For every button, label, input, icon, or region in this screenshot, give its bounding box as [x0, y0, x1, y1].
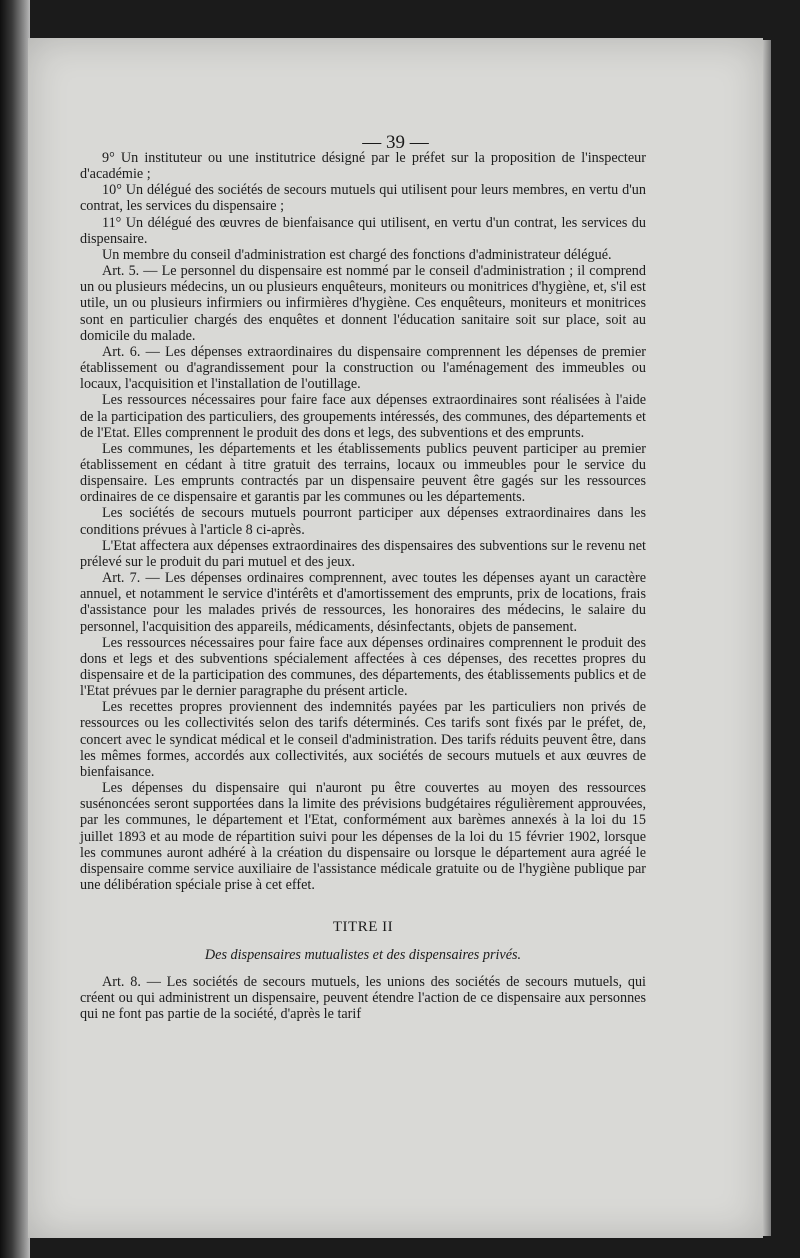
- paragraph-art-8: Art. 8. — Les sociétés de secours mutuels, les unions des sociétés de secours mutuels, qui créent ou qui administrent un dispensaire, peuvent étendre l'action de ce dispensaire aux personnes qui ne font pas partie de la société, d'après le tarif: [80, 973, 646, 1022]
- paragraph: Les communes, les départements et les établissements publics peuvent participer au premier établissement en cédant à titre gratuit des terrains, locaux ou immeubles pour le service du dispensaire. Les emprunts contractés par un dispensaire peuvent être gagés sur les ressources ordinaires de ce dispensaire et garantis par les communes ou les départements.: [80, 440, 646, 506]
- paragraph: Les sociétés de secours mutuels pourront participer aux dépenses extraordinaires dans les conditions prévues à l'article 8 ci-après.: [80, 505, 646, 538]
- paragraph: Les ressources nécessaires pour faire face aux dépenses ordinaires comprennent le produit des dons et legs et des subventions spécialement affectées à ces dépenses, des recettes propres du dispensaire et de la participation des communes, des départements, des établissements publics et de l'Etat prévues par le dernier paragraphe du présent article.: [80, 634, 646, 700]
- paragraph: 10° Un délégué des sociétés de secours mutuels qui utilisent pour leurs membres, en vertu d'un contrat, les services du dispensaire ;: [80, 182, 646, 215]
- paragraph: L'Etat affectera aux dépenses extraordinaires des dispensaires des subventions sur le revenu net prélevé sur le produit du pari mutuel et des jeux.: [80, 537, 646, 570]
- paragraph-art-5: Art. 5. — Le personnel du dispensaire est nommé par le conseil d'administration ; il comprend un ou plusieurs médecins, un ou plusieurs enquêteurs, moniteurs ou monitrices d'hygiène, et, s'il est utile, un ou plusieurs infirmiers ou infirmières d'hygiène. Ces enquêteurs, moniteurs et monitrices sont en particulier chargés des enquêtes et donnent l'éducation sanitaire soit sur place, soit au domicile du malade.: [80, 263, 646, 344]
- paragraph-art-7: Art. 7. — Les dépenses ordinaires comprennent, avec toutes les dépenses ayant un caractère annuel, et notamment le service d'intérêts et d'amortissement des emprunts, prix de locations, frais d'assistance pour les malades privés de ressources, les honoraires des médecins, le salaire du personnel, l'acquisition des appareils, médicaments, désinfectants, objets de pansement.: [80, 570, 646, 635]
- paragraph: Les recettes propres proviennent des indemnités payées par les particuliers non privés de ressources ou les collectivités selon des tarifs déterminés. Ces tarifs sont fixés par le préfet, de, concert avec le syndicat médical et le conseil d'administration. Des tarifs réduits peuvent être, dans les mêmes formes, accordés aux collectivités, aux sociétés de secours mutuels et aux œuvres de bienfaisance.: [80, 699, 646, 780]
- paragraph-art-6: Art. 6. — Les dépenses extraordinaires du dispensaire comprennent les dépenses de premier établissement ou d'agrandissement pour la construction ou l'aménagement des immeubles ou locaux, l'acquisition et l'installation de l'outillage.: [80, 343, 646, 393]
- paragraph: Un membre du conseil d'administration est chargé des fonctions d'administrateur délégué.: [102, 246, 612, 263]
- page-right-edge: [763, 40, 771, 1236]
- left-page-edge: [0, 0, 30, 1258]
- paragraph: Les ressources nécessaires pour faire face aux dépenses extraordinaires sont réalisées à l'aide de la participation des particuliers, des groupements intéressés, des communes, des départements et de l'Etat. Elles comprennent le produit des dons et legs, des subventions et des emprunts.: [80, 392, 646, 441]
- paragraph: 11° Un délégué des œuvres de bienfaisance qui utilisent, en vertu d'un contrat, les services du dispensaire.: [80, 214, 646, 247]
- paragraph: Les dépenses du dispensaire qui n'auront pu être couvertes au moyen des ressources susénoncées seront supportées dans la limite des prévisions budgétaires régulièrement approuvées, par les communes, le département et l'Etat, conformément aux barèmes annexés à la loi du 15 juillet 1893 et au mode de répartition suivi pour les dépenses de la loi du 15 février 1902, lorsque les communes auront adhéré à la création du dispensaire ou lorsque le département aura agréé le dispensaire comme service auxiliaire de l'assistance médicale gratuite ou de l'hygiène publique par une délibération spéciale prise à cet effet.: [80, 780, 646, 894]
- paragraph: 9° Un instituteur ou une institutrice désigné par le préfet sur la proposition de l'inspecteur d'académie ;: [80, 150, 646, 183]
- section-subtitle: Des dispensaires mutualistes et des dispensaires privés.: [204, 947, 522, 964]
- page-number: — 39 —: [362, 132, 429, 153]
- section-title: TITRE II: [332, 919, 394, 936]
- page-text: [80, 150, 646, 1022]
